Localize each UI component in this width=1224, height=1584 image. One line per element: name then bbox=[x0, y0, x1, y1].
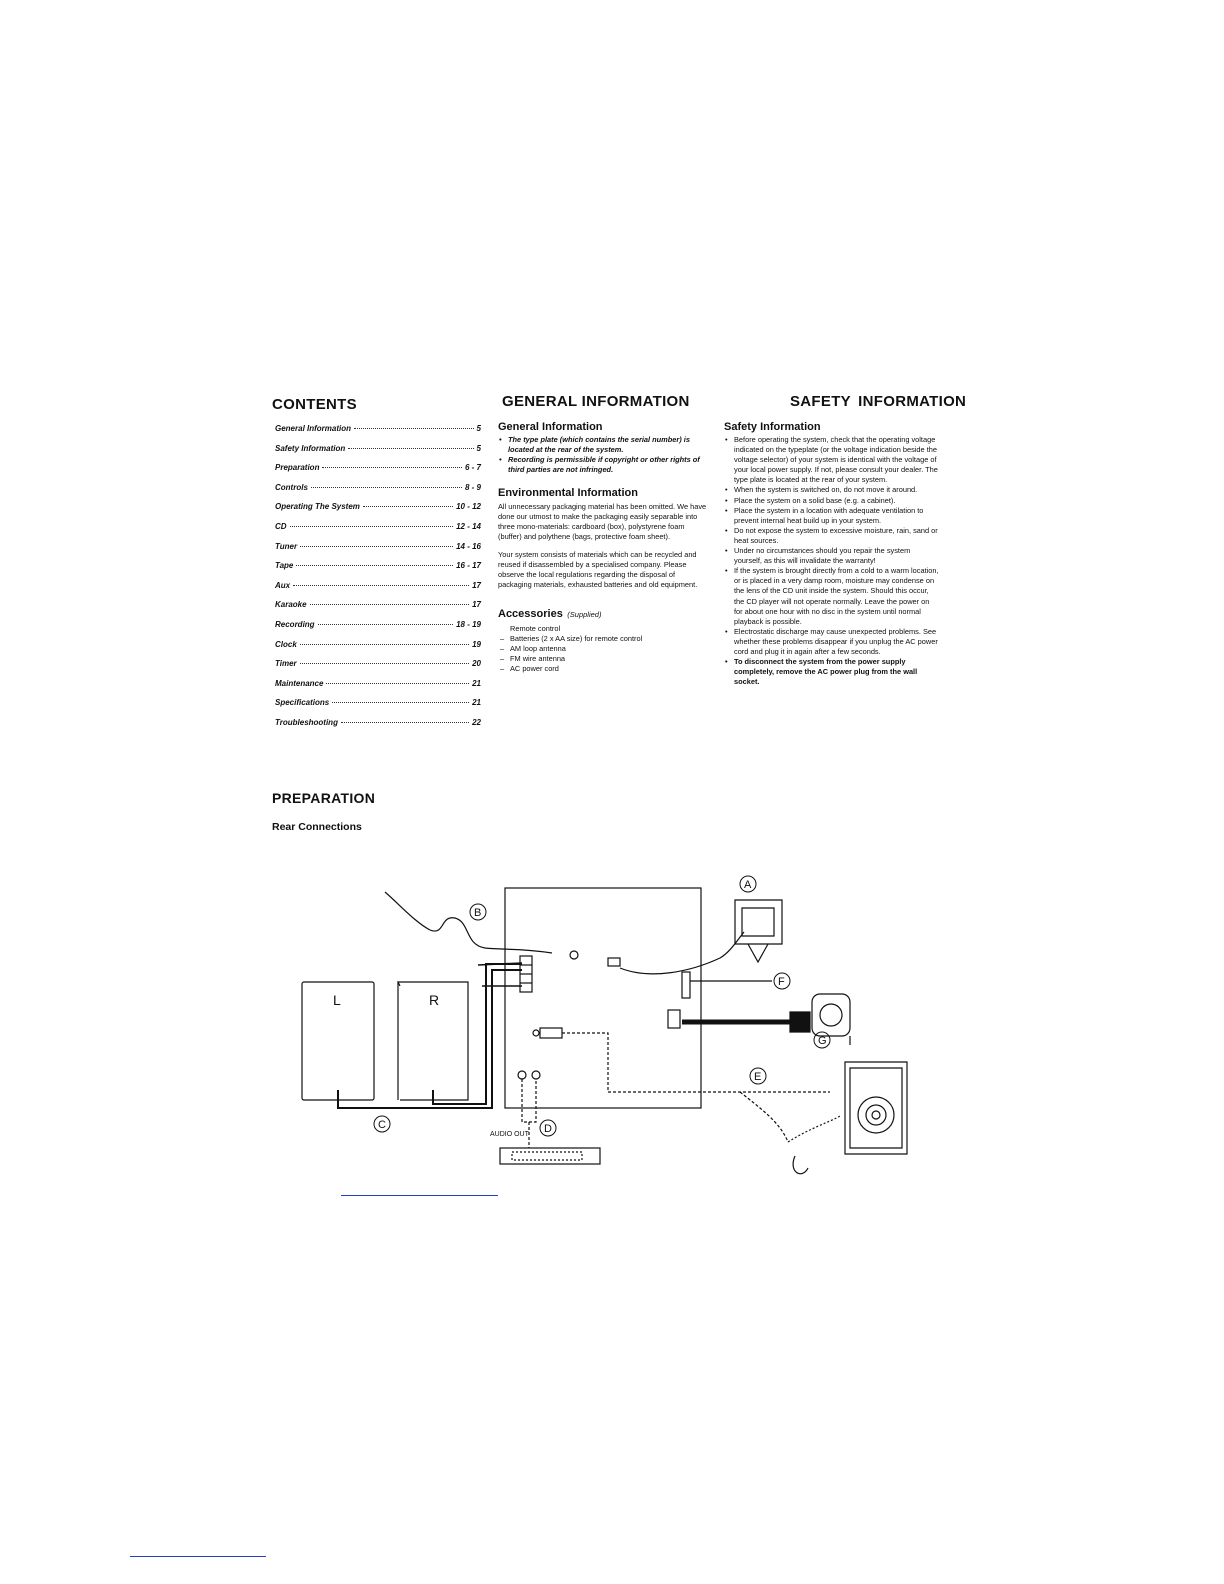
toc-entry-title: Specifications bbox=[275, 698, 330, 708]
toc-entry-title: Preparation bbox=[275, 463, 320, 473]
toc-entry-title: Aux bbox=[275, 580, 291, 590]
callout-c: C bbox=[378, 1119, 386, 1131]
toc-entry-title: Clock bbox=[275, 639, 297, 649]
list-item: – Batteries (2 x AA size) for remote control bbox=[498, 634, 710, 644]
toc-entry-page: 22 bbox=[472, 717, 481, 727]
list-item: • Before operating the system, check that the operating voltage indicated on the typeplate (or the voltage indication beside the voltage selector) of your system is identical with the voltage of your local power supply. If not, please consult your dealer. The type plate is located at the rear of your system. bbox=[724, 435, 940, 485]
link-underline-footer[interactable] bbox=[130, 1556, 266, 1557]
toc-leader-dots bbox=[300, 546, 453, 547]
toc-entry[interactable] bbox=[275, 483, 481, 503]
toc-entry-page: 20 bbox=[472, 659, 481, 669]
toc-entry[interactable] bbox=[275, 679, 481, 699]
callout-b: B bbox=[474, 907, 482, 919]
rear-connections-diagram bbox=[290, 860, 930, 1185]
speaker-wire-right bbox=[433, 964, 522, 1104]
general-info-bullets bbox=[498, 435, 710, 475]
toc-leader-dots bbox=[322, 467, 462, 468]
accessories-list bbox=[498, 624, 710, 673]
toc-entry[interactable] bbox=[275, 659, 481, 679]
toc-entry[interactable] bbox=[275, 718, 481, 738]
toc-entry-page: 14 - 16 bbox=[456, 541, 481, 551]
toc-leader-dots bbox=[363, 506, 453, 507]
toc-entry[interactable] bbox=[275, 522, 481, 542]
toc-leader-dots bbox=[290, 526, 454, 527]
toc-entry[interactable] bbox=[275, 698, 481, 718]
toc-leader-dots bbox=[332, 702, 469, 703]
toc-entry-page: 19 bbox=[472, 639, 481, 649]
toc-entry-title: Maintenance bbox=[275, 678, 324, 688]
list-item: • Place the system in a location with adequate ventilation to prevent internal heat build up in your system. bbox=[724, 506, 940, 526]
accessories-subheading: Accessories bbox=[498, 608, 563, 621]
toc-entry-title: Tuner bbox=[275, 541, 298, 551]
toc-entry[interactable] bbox=[275, 581, 481, 601]
speaker-right-label: R bbox=[429, 992, 440, 1008]
list-item: • If the system is brought directly from a cold to a warm location, or is placed in a very damp room, moisture may condense on the lens of the CD unit inside the system. Should this occur, the CD player will not operate normally. Leave the power on for about one hour with no disc in the system until normal playback is possible. bbox=[724, 566, 940, 627]
callout-g: G bbox=[818, 1035, 827, 1047]
list-item: – AC power cord bbox=[498, 664, 710, 674]
toc-entry[interactable] bbox=[275, 620, 481, 640]
toc-entry[interactable] bbox=[275, 600, 481, 620]
toc-entry-title: General Information bbox=[275, 424, 352, 433]
toc-entry-page: 16 - 17 bbox=[456, 561, 481, 571]
list-item: • To disconnect the system from the power supply completely, remove the AC power plug from the wall socket. bbox=[724, 657, 940, 687]
safety-bullets bbox=[724, 435, 940, 687]
list-item: • When the system is switched on, do not move it around. bbox=[724, 485, 940, 495]
toc-entry[interactable] bbox=[275, 463, 481, 483]
toc-entry-title: Recording bbox=[275, 619, 315, 629]
toc-entry-page: 17 bbox=[472, 580, 481, 590]
callout-e: E bbox=[754, 1071, 762, 1083]
toc-leader-dots bbox=[311, 487, 462, 488]
accessories-header bbox=[498, 604, 710, 622]
contents-heading: CONTENTS bbox=[272, 396, 357, 413]
toc-entry-page: 18 - 19 bbox=[456, 619, 481, 629]
list-item: • Recording is permissible if copyright or other rights of third parties are not infringed. bbox=[498, 455, 710, 475]
toc-leader-dots bbox=[300, 663, 469, 664]
toc-entry-page: 17 bbox=[472, 600, 481, 610]
toc-entry-page: 8 - 9 bbox=[464, 482, 481, 492]
wall-socket bbox=[812, 994, 850, 1036]
callout-a: A bbox=[744, 879, 752, 891]
toc-entry-title: Tape bbox=[275, 561, 294, 571]
toc-entry-page: 5 bbox=[476, 424, 481, 433]
toc-entry-title: Operating The System bbox=[275, 502, 360, 512]
environmental-paragraph-1: All unnecessary packaging material has been omitted. We have done our utmost to make the packaging easily separable into three mono-materials: cardboard (box), polystyrene foam (buffer) and polythene (bags, protective foam sheet). bbox=[498, 502, 707, 542]
toc-leader-dots bbox=[296, 565, 453, 566]
toc-entry[interactable] bbox=[275, 640, 481, 660]
toc-leader-dots bbox=[293, 585, 469, 586]
toc-entry-page: 10 - 12 bbox=[456, 502, 481, 512]
general-information-heading: GENERAL INFORMATION bbox=[502, 393, 690, 410]
accessories-note: (Supplied) bbox=[567, 610, 602, 620]
list-item: – AM loop antenna bbox=[498, 644, 710, 654]
toc-entry-title: Troubleshooting bbox=[275, 717, 338, 727]
toc-entry-title: Timer bbox=[275, 659, 297, 669]
environmental-paragraph-2: Your system consists of materials which can be recycled and reused if disassembled by a specialised company. Please observe the local regulations regarding the disposal of packaging materials, exhausted batteries and old equipment. bbox=[498, 550, 698, 590]
toc-entry-page: 21 bbox=[472, 678, 481, 688]
table-of-contents bbox=[275, 424, 481, 738]
general-info-subheading: General Information bbox=[498, 421, 603, 433]
toc-leader-dots bbox=[326, 683, 469, 684]
list-item: • Place the system on a solid base (e.g. a cabinet). bbox=[724, 496, 940, 506]
external-audio-device bbox=[500, 1148, 600, 1164]
toc-entry[interactable] bbox=[275, 561, 481, 581]
toc-entry-title: Safety Information bbox=[275, 443, 346, 453]
toc-leader-dots bbox=[354, 428, 474, 429]
toc-entry[interactable] bbox=[275, 542, 481, 562]
list-item: • The type plate (which contains the serial number) is located at the rear of the system. bbox=[498, 435, 710, 455]
preparation-heading: PREPARATION bbox=[272, 790, 376, 806]
toc-leader-dots bbox=[341, 722, 469, 723]
toc-entry[interactable] bbox=[275, 444, 481, 464]
callout-d: D bbox=[544, 1123, 552, 1135]
rear-connections-subheading: Rear Connections bbox=[272, 821, 362, 833]
environmental-info-subheading: Environmental Information bbox=[498, 487, 638, 500]
toc-entry[interactable] bbox=[275, 502, 481, 522]
toc-entry-page: 12 - 14 bbox=[456, 521, 481, 531]
list-item: • Under no circumstances should you repair the system yourself, as this will invalidate the warranty! bbox=[724, 546, 940, 566]
toc-entry-title: Karaoke bbox=[275, 600, 307, 610]
safety-information-section bbox=[724, 421, 940, 687]
link-underline-diagram[interactable] bbox=[341, 1195, 498, 1196]
safety-information-heading: SAFETY INFORMATION bbox=[790, 393, 967, 410]
toc-leader-dots bbox=[348, 448, 473, 449]
fm-wire-antenna bbox=[385, 892, 552, 953]
toc-leader-dots bbox=[310, 604, 470, 605]
audio-out-label: AUDIO OUT bbox=[490, 1131, 529, 1138]
subwoofer bbox=[845, 1062, 907, 1154]
list-item: Remote control bbox=[510, 624, 561, 634]
list-item: • Do not expose the system to excessive moisture, rain, sand or heat sources. bbox=[724, 526, 940, 546]
toc-entry-page: 21 bbox=[472, 698, 481, 708]
list-item: • Electrostatic discharge may cause unexpected problems. See whether these problems disappear if you unplug the AC power cord and plug it in again after a few seconds. bbox=[724, 627, 940, 657]
toc-entry-title: CD bbox=[275, 521, 287, 531]
safety-subheading: Safety Information bbox=[724, 421, 821, 433]
toc-entry-title: Controls bbox=[275, 482, 308, 492]
speaker-left-label: L bbox=[333, 992, 341, 1008]
main-unit-rear-panel bbox=[505, 888, 701, 1108]
toc-entry[interactable] bbox=[275, 424, 481, 444]
general-information-section bbox=[498, 421, 710, 673]
toc-entry-page: 6 - 7 bbox=[464, 463, 481, 473]
callout-f: F bbox=[778, 976, 785, 988]
speaker-wire-left bbox=[338, 970, 522, 1108]
toc-leader-dots bbox=[300, 644, 469, 645]
toc-leader-dots bbox=[318, 624, 454, 625]
toc-entry-page: 5 bbox=[476, 443, 481, 453]
list-item: – FM wire antenna bbox=[498, 654, 710, 664]
